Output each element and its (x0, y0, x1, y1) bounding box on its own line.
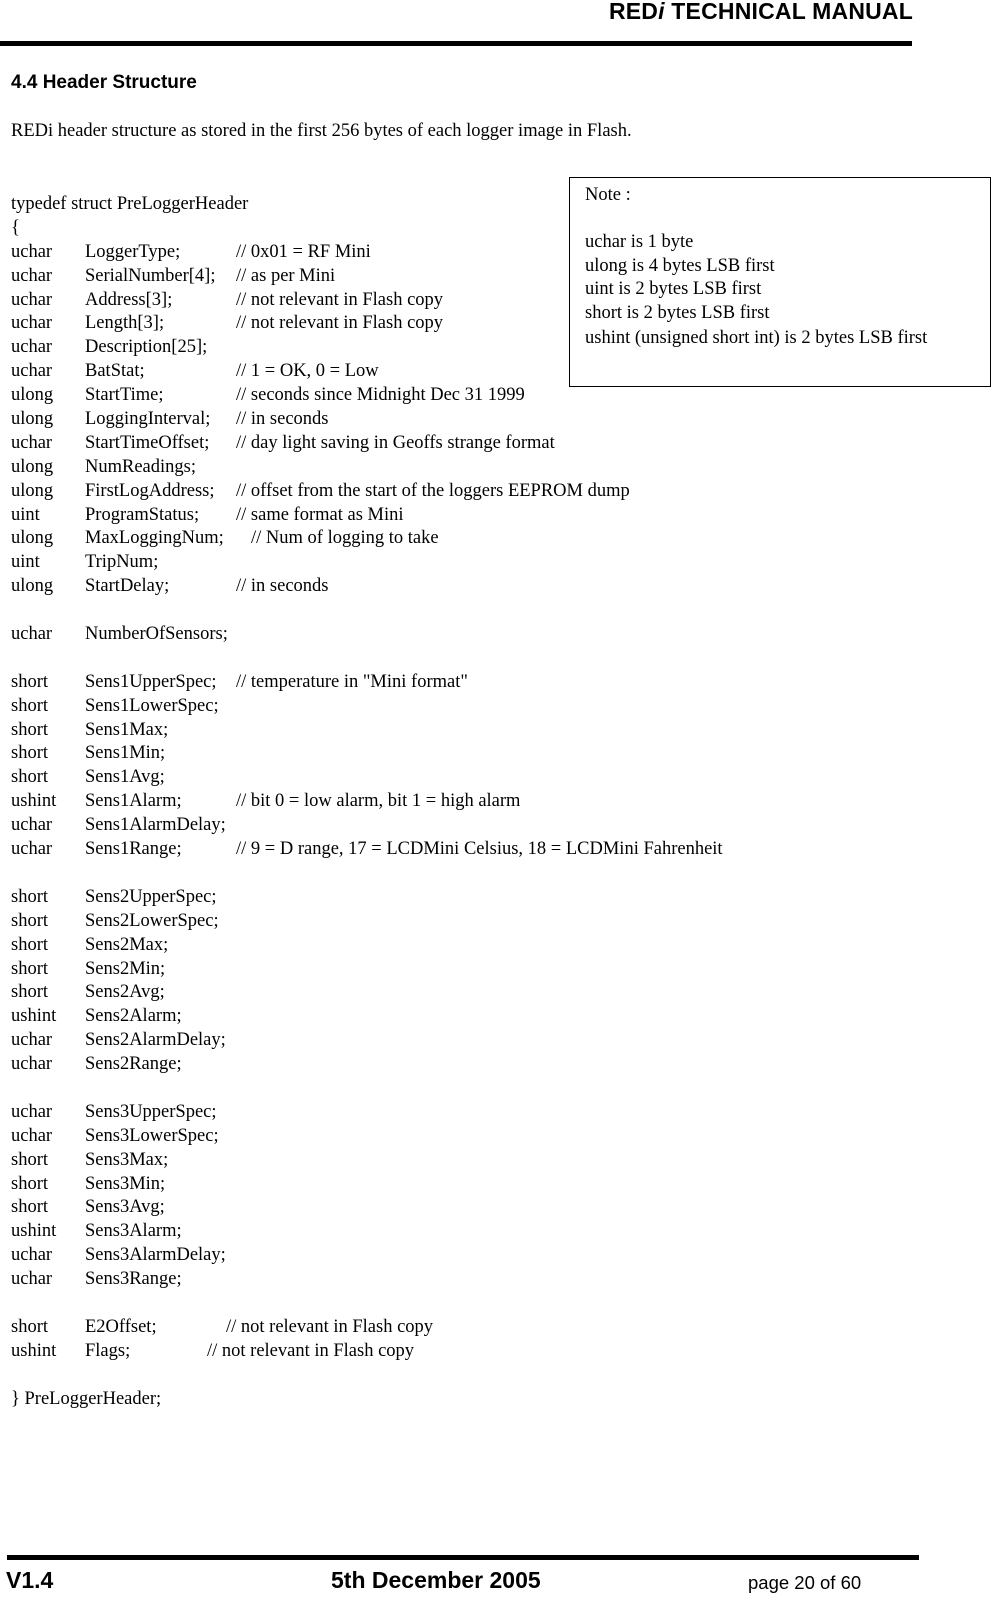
field-comment: // bit 0 = low alarm, bit 1 = high alarm (236, 791, 521, 812)
struct-field-line (11, 1196, 248, 1220)
struct-field-line (11, 312, 444, 336)
struct-field-line (11, 1316, 434, 1340)
field-name: Length[3]; (85, 313, 165, 334)
struct-close-line: } PreLoggerHeader; (11, 1388, 162, 1409)
field-type: short (11, 719, 48, 740)
field-type: ushint (11, 791, 57, 812)
field-type: short (11, 671, 48, 692)
note-box (569, 177, 991, 387)
struct-field-line (11, 671, 468, 695)
struct-field-line (11, 1292, 248, 1316)
field-name: Sens3Range; (85, 1269, 182, 1290)
struct-field-line (11, 1029, 248, 1053)
field-comment: // as per Mini (236, 265, 336, 286)
field-name: Sens1Max; (85, 719, 169, 740)
field-type: short (11, 1197, 48, 1218)
field-comment: // not relevant in Flash copy (226, 1316, 434, 1337)
field-name: LoggingInterval; (85, 409, 211, 430)
field-name: Sens3LowerSpec; (85, 1125, 219, 1146)
field-name: Sens3Avg; (85, 1197, 165, 1218)
field-name: E2Offset; (85, 1316, 157, 1337)
field-name: Sens1Alarm; (85, 791, 182, 812)
field-name: Sens2UpperSpec; (85, 886, 217, 907)
field-name: Sens2Avg; (85, 982, 165, 1003)
struct-field-line (11, 241, 371, 265)
field-comment: // seconds since Midnight Dec 31 1999 (236, 385, 525, 406)
struct-field-line (11, 790, 521, 814)
struct-field-line (11, 551, 248, 575)
field-type: uchar (11, 289, 53, 310)
struct-field-line (11, 1244, 248, 1268)
field-comment: // offset from the start of the loggers EEPROM dump (236, 480, 630, 501)
struct-field-line (11, 408, 329, 432)
struct-field-line (11, 1149, 248, 1173)
field-type: uchar (11, 624, 53, 645)
field-name: BatStat; (85, 361, 145, 382)
field-name: Flags; (85, 1340, 131, 1361)
field-name: Sens1LowerSpec; (85, 695, 219, 716)
note-line: ulong is 4 bytes LSB first (585, 256, 775, 276)
struct-field-line (11, 862, 248, 886)
field-comment: // 0x01 = RF Mini (236, 241, 371, 262)
field-name: Sens2Alarm; (85, 1006, 182, 1027)
field-name: StartTime; (85, 385, 164, 406)
field-name: Sens1UpperSpec; (85, 671, 217, 692)
field-name: Sens3UpperSpec; (85, 1101, 217, 1122)
field-type: short (11, 958, 48, 979)
field-name: Sens2AlarmDelay; (85, 1030, 226, 1051)
struct-field-line (11, 719, 248, 743)
header-rule (0, 41, 912, 46)
footer-version: V1.4 (6, 1567, 54, 1593)
field-type: uchar (11, 1101, 53, 1122)
struct-field-line (11, 360, 379, 384)
struct-field-line (11, 527, 439, 551)
field-comment: // Num of logging to take (251, 528, 439, 549)
note-line: uint is 2 bytes LSB first (585, 279, 762, 299)
field-type: short (11, 934, 48, 955)
field-type: ushint (11, 1006, 57, 1027)
field-comment: // not relevant in Flash copy (236, 289, 444, 310)
field-name: Sens1Range; (85, 839, 182, 860)
field-type: uchar (11, 1054, 53, 1075)
field-name: Sens2LowerSpec; (85, 910, 219, 931)
field-name: Sens1AlarmDelay; (85, 815, 226, 836)
section-title: 4.4 Header Structure (11, 72, 197, 93)
struct-field-line (11, 1364, 248, 1388)
field-type: uchar (11, 432, 53, 453)
field-name: ProgramStatus; (85, 504, 200, 525)
field-name: StartDelay; (85, 576, 170, 597)
field-name: Sens2Range; (85, 1054, 182, 1075)
intro-paragraph: REDi header structure as stored in the first 256 bytes of each logger image in Flash. (11, 121, 632, 141)
field-type: uint (11, 552, 40, 573)
struct-field-line (11, 886, 248, 910)
field-type: short (11, 910, 48, 931)
struct-field-line (11, 838, 723, 862)
struct-field-line (11, 1340, 415, 1364)
note-line: ushint (unsigned short int) is 2 bytes LSB first (585, 328, 928, 348)
field-comment: // 9 = D range, 17 = LCDMini Celsius, 18 = LCDMini Fahrenheit (236, 839, 723, 860)
struct-field-line (11, 1077, 248, 1101)
struct-field-line (11, 934, 248, 958)
field-type: short (11, 695, 48, 716)
field-type: ulong (11, 385, 54, 406)
struct-field-line (11, 575, 329, 599)
struct-field-line (11, 766, 248, 790)
field-comment: // in seconds (236, 576, 329, 597)
field-type: ulong (11, 528, 54, 549)
field-comment: // not relevant in Flash copy (207, 1340, 415, 1361)
field-name: Sens1Min; (85, 743, 166, 764)
field-type: uchar (11, 265, 53, 286)
field-type: short (11, 1149, 48, 1170)
field-name: Sens3Alarm; (85, 1221, 182, 1242)
field-name: StartTimeOffset; (85, 432, 210, 453)
field-name: SerialNumber[4]; (85, 265, 216, 286)
field-name: Description[25]; (85, 337, 208, 358)
field-type: ulong (11, 480, 54, 501)
struct-field-line (11, 265, 336, 289)
field-name: Sens3AlarmDelay; (85, 1245, 226, 1266)
struct-open-brace: { (11, 217, 20, 238)
struct-field-line (11, 981, 248, 1005)
field-comment: // in seconds (236, 409, 329, 430)
field-comment: // 1 = OK, 0 = Low (236, 361, 379, 382)
field-type: ulong (11, 456, 54, 477)
field-name: TripNum; (85, 552, 159, 573)
field-name: Sens2Max; (85, 934, 169, 955)
field-type: uchar (11, 839, 53, 860)
struct-field-line (11, 1125, 248, 1149)
struct-field-line (11, 1268, 248, 1292)
field-type: uchar (11, 313, 53, 334)
field-type: uchar (11, 241, 53, 262)
struct-field-line (11, 480, 630, 504)
manual-title: REDi TECHNICAL MANUAL (608, 0, 913, 24)
struct-field-line (11, 1173, 248, 1197)
field-type: short (11, 767, 48, 788)
field-name: NumReadings; (85, 456, 196, 477)
struct-field-line (11, 814, 248, 838)
struct-field-line (11, 336, 248, 360)
field-type: ushint (11, 1340, 57, 1361)
struct-field-line (11, 1101, 248, 1125)
field-type: ulong (11, 576, 54, 597)
struct-field-line (11, 432, 555, 456)
struct-field-line (11, 456, 248, 480)
footer-page-number: page 20 of 60 (748, 1572, 862, 1593)
field-type: short (11, 743, 48, 764)
field-type: short (11, 886, 48, 907)
field-type: uchar (11, 361, 53, 382)
field-type: ushint (11, 1221, 57, 1242)
field-name: LoggerType; (85, 241, 181, 262)
struct-field-line (11, 958, 248, 982)
field-comment: // not relevant in Flash copy (236, 313, 444, 334)
struct-field-line (11, 384, 525, 408)
struct-field-line (11, 1053, 248, 1077)
struct-field-line (11, 742, 248, 766)
struct-field-line (11, 910, 248, 934)
field-comment: // same format as Mini (236, 504, 404, 525)
struct-field-line (11, 504, 404, 528)
field-type: uchar (11, 337, 53, 358)
struct-field-line (11, 695, 248, 719)
field-type: uchar (11, 1125, 53, 1146)
field-name: NumberOfSensors; (85, 624, 228, 645)
field-type: ulong (11, 409, 54, 430)
note-line: short is 2 bytes LSB first (585, 303, 770, 323)
struct-field-line (11, 1005, 248, 1029)
struct-field-line (11, 623, 248, 647)
footer-rule (7, 1555, 919, 1560)
field-type: short (11, 1173, 48, 1194)
field-name: Sens1Avg; (85, 767, 165, 788)
struct-open-line: typedef struct PreLoggerHeader (11, 194, 249, 214)
field-name: Sens3Min; (85, 1173, 166, 1194)
note-line: uchar is 1 byte (585, 232, 694, 252)
field-type: short (11, 1316, 48, 1337)
field-type: uchar (11, 1030, 53, 1051)
note-title: Note : (585, 185, 631, 205)
field-name: Address[3]; (85, 289, 173, 310)
field-comment: // day light saving in Geoffs strange format (236, 432, 555, 453)
field-type: uint (11, 504, 40, 525)
struct-field-line (11, 647, 248, 671)
field-name: Sens3Max; (85, 1149, 169, 1170)
field-comment: // temperature in "Mini format" (236, 671, 468, 692)
field-type: uchar (11, 1245, 53, 1266)
struct-field-line (11, 289, 444, 313)
struct-field-line (11, 599, 248, 623)
footer-date: 5th December 2005 (331, 1567, 541, 1593)
field-type: uchar (11, 815, 53, 836)
field-name: Sens2Min; (85, 958, 166, 979)
struct-field-line (11, 1220, 248, 1244)
field-type: short (11, 982, 48, 1003)
field-name: FirstLogAddress; (85, 480, 215, 501)
field-type: uchar (11, 1269, 53, 1290)
field-name: MaxLoggingNum; (85, 528, 224, 549)
